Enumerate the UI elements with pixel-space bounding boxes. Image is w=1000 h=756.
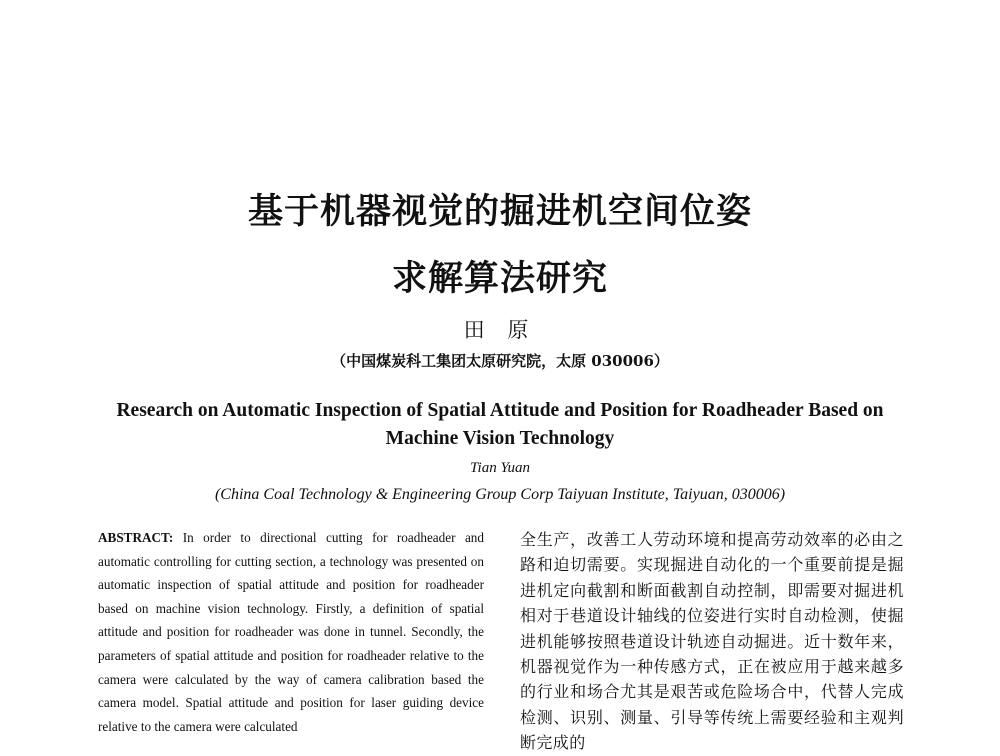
abstract-text: In order to directional cutting for roadheader and automatic controlling for cutting section, a technology was presented on automatic inspection of spatial attitude and position for roadheader based on machine vision technology. Firstly, a definition of spatial attitude and position for roadheader was done in tunnel. Secondly, the parameters of spatial attitude and position for roadheader relative to the camera were calculated by the way of camera calibration based the camera model. Spatial attitude and position for laser guiding device relative to the camera were calculated xyxy=(98,530,484,734)
chinese-affiliation: （中国煤炭科工集团太原研究院，太原 030006） xyxy=(331,352,669,370)
abstract-paragraph xyxy=(98,526,484,738)
chinese-body-text: 全生产，改善工人劳动环境和提高劳动效率的必由之路和迫切需要。实现掘进自动化的一个重要前提是掘进机定向截割和断面截割自动控制，即需要对掘进机相对于巷道设计轴线的位姿进行实时自动检测，使掘进机能够按照巷道设计轨迹自动掘进。近十数年来，机器视觉作为一种传感方式，正在被应用于越来越多的行业和场合尤其是艰苦或危险场合中，代替人完成检测、识别、测量、引导等传统上需要经验和主观判断完成的 xyxy=(520,530,904,753)
english-author: Tian Yuan xyxy=(470,460,530,476)
chinese-title-line-2: 求解算法研究 xyxy=(391,259,608,299)
english-affiliation: (China Coal Technology & Engineering Group Corp Taiyuan Institute, Taiyuan, 030006) xyxy=(214,486,786,503)
english-title: Research on Automatic Inspection of Spatial Attitude and Position for Roadheader Based on Machine Vision Technology xyxy=(116,400,884,449)
chinese-title-line-1: 基于机器视觉的掘进机空间位姿 xyxy=(247,192,752,232)
chinese-author: 田 原 xyxy=(463,318,537,342)
abstract-label: ABSTRACT: xyxy=(98,530,174,545)
